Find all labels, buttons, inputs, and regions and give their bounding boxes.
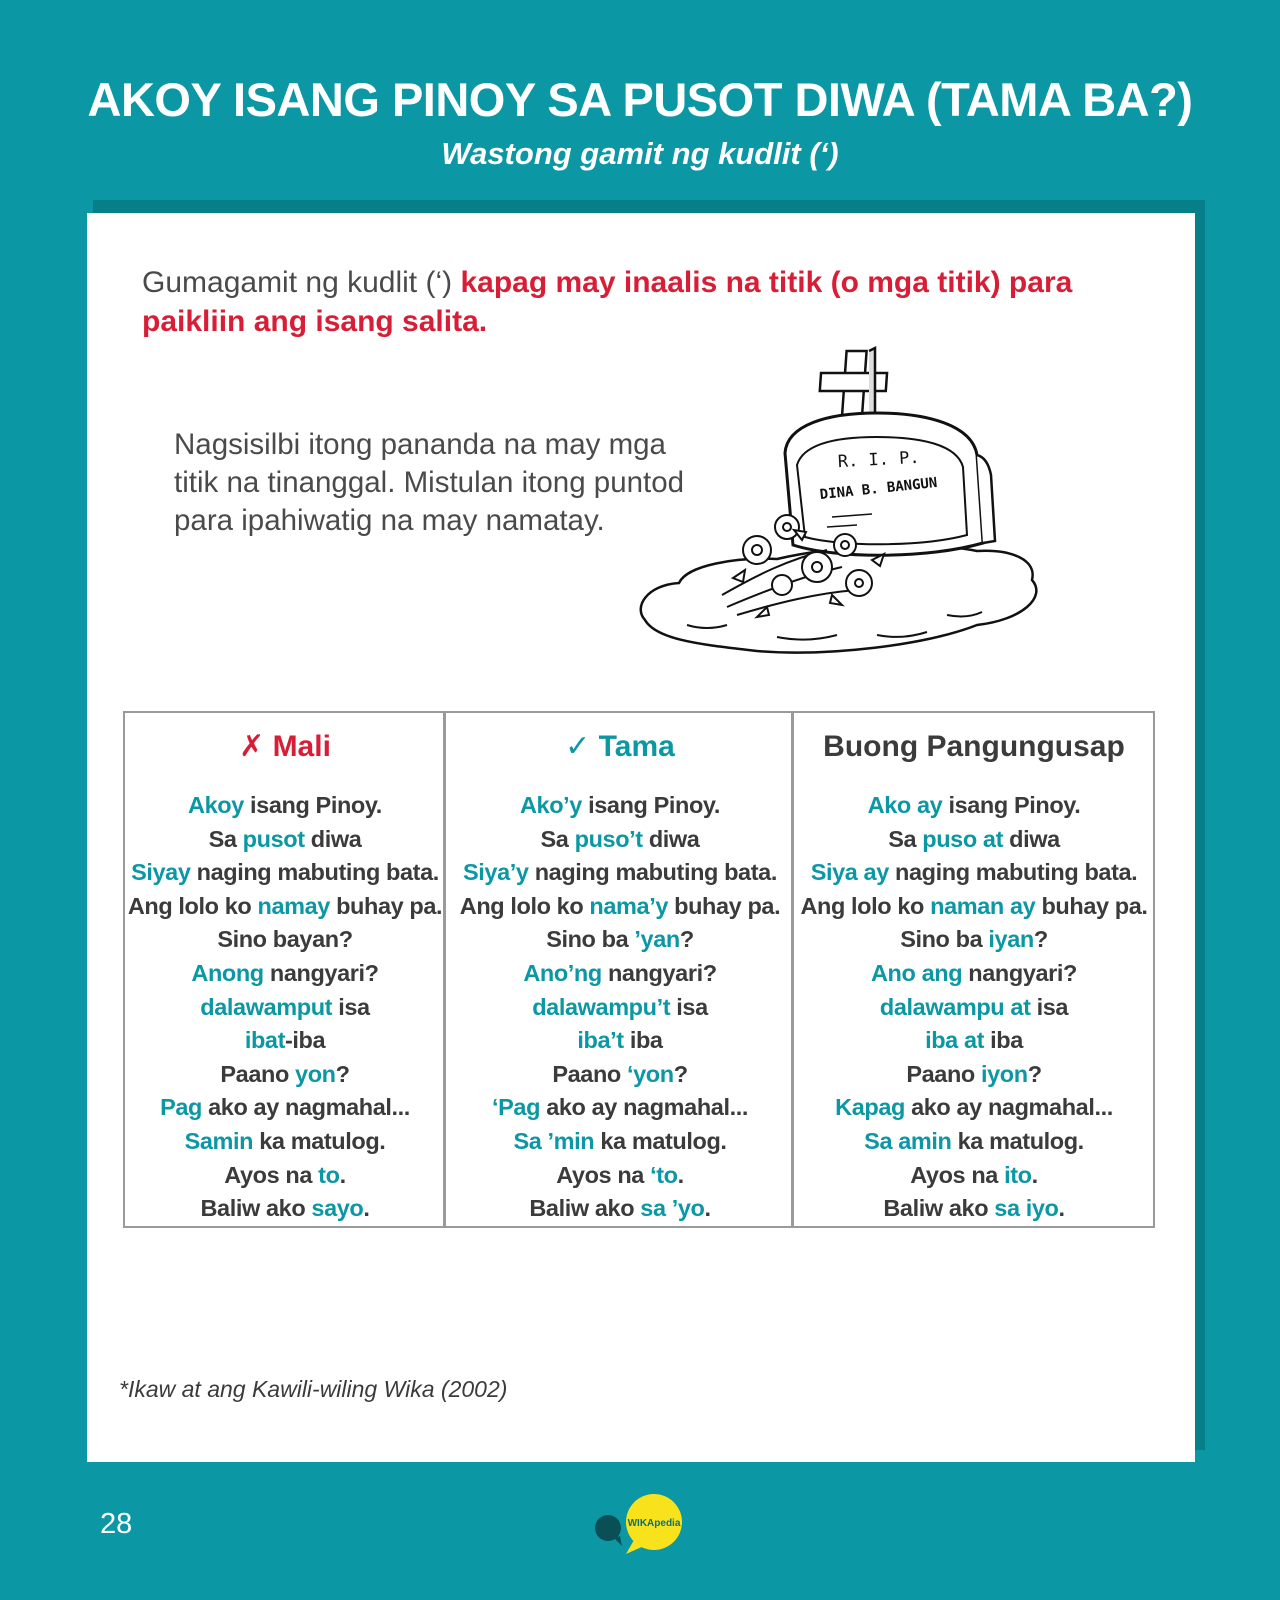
highlighted-word: dalawamput [200, 993, 333, 1020]
row-text: ? [679, 926, 694, 953]
table-row [445, 1058, 795, 1092]
table-row [795, 1091, 1153, 1125]
explanation-text: Nagsisilbi itong pananda na may mga titik na tinanggal. Mistulan itong puntod para ipahiwatig na may namatay. [174, 428, 685, 537]
column-mali [125, 713, 445, 1226]
cross-mark-icon: ✗ [239, 730, 265, 763]
table-row [445, 923, 795, 957]
table-row [125, 789, 445, 823]
row-text: Paano [906, 1060, 981, 1087]
highlighted-word: Sa amin [864, 1127, 952, 1154]
row-text: Ang lolo ko [459, 892, 590, 919]
highlighted-word: dalawampu at [879, 993, 1031, 1020]
table-row [125, 1058, 445, 1092]
row-text: Ayos na [556, 1161, 651, 1188]
row-text: ? [1027, 1060, 1042, 1087]
highlighted-word: Siya’y [463, 859, 529, 886]
table-row [445, 789, 795, 823]
row-text: Ang lolo ko [127, 892, 258, 919]
table-row [795, 823, 1153, 857]
highlighted-word: naman ay [930, 892, 1036, 919]
tama-rows [445, 789, 795, 1226]
row-text: isang Pinoy. [243, 792, 382, 818]
row-text: buhay pa. [668, 892, 781, 919]
table-row [795, 1192, 1153, 1226]
row-text: Ang lolo ko [800, 892, 931, 919]
gravestone-illustration [627, 345, 1087, 665]
row-text: Baliw ako [883, 1195, 995, 1222]
row-text: Sino ba [546, 926, 635, 953]
row-text: ka matulog. [594, 1127, 727, 1154]
buong-rows [795, 789, 1153, 1226]
row-text: Ayos na [224, 1161, 319, 1188]
table-row [795, 890, 1153, 924]
table-row [445, 957, 795, 991]
table-row [445, 991, 795, 1025]
highlighted-word: ’yan [634, 926, 680, 953]
highlighted-word: Siyay [131, 859, 191, 886]
row-text: iba [623, 1027, 663, 1054]
row-text: ? [335, 1060, 350, 1087]
table-row [125, 991, 445, 1025]
highlighted-word: Pag [160, 1094, 202, 1121]
row-text: Sa [208, 825, 243, 852]
highlighted-word: Ako ay [867, 792, 943, 818]
row-text: isa [332, 993, 370, 1020]
highlighted-word: ‘yon [626, 1060, 674, 1087]
table-row [795, 1058, 1153, 1092]
tomb-name-text: DINA B. BANGUN [819, 474, 939, 504]
row-text: Sino bayan? [217, 926, 353, 953]
row-text: nangyari? [962, 959, 1078, 986]
highlighted-word: Ako’y [519, 792, 582, 818]
highlighted-word: iyon [980, 1060, 1028, 1087]
table-row [795, 957, 1153, 991]
intro-text: Gumagamit ng kudlit (‘) [142, 266, 461, 299]
logo-text: WIKApedia [627, 1518, 681, 1529]
row-text: -iba [285, 1027, 326, 1054]
row-text: diwa [304, 825, 362, 852]
row-text: diwa [642, 825, 700, 852]
row-text: isang Pinoy. [942, 792, 1081, 818]
page-number: 28 [100, 1508, 133, 1540]
row-text: Sa [540, 825, 575, 852]
highlighted-word: Akoy [188, 792, 244, 818]
table-row [795, 1159, 1153, 1193]
row-text: . [1031, 1161, 1038, 1188]
table-row [125, 923, 445, 957]
row-text: ako ay nagmahal... [904, 1094, 1113, 1121]
highlighted-word: to [318, 1161, 340, 1188]
highlighted-word: Anong [191, 959, 264, 986]
row-text: . [704, 1195, 711, 1222]
column-buong-pangungusap [795, 713, 1153, 1226]
intro-paragraph [142, 263, 1142, 341]
row-text: naging mabuting bata. [888, 859, 1138, 886]
grave-mound [641, 545, 1037, 652]
header-buong-pangungusap: Buong Pangungusap [823, 730, 1125, 763]
row-text: naging mabuting bata. [190, 859, 439, 886]
header-mali-label: Mali [272, 730, 331, 763]
highlighted-word: iyan [988, 926, 1034, 953]
table-row [795, 923, 1153, 957]
table-row [125, 890, 445, 924]
comparison-table [123, 711, 1155, 1228]
row-text: buhay pa. [1035, 892, 1148, 919]
highlighted-word: iba’t [577, 1027, 624, 1054]
row-text: ? [1033, 926, 1048, 953]
table-row [125, 1024, 445, 1058]
row-text: . [1058, 1195, 1065, 1222]
table-row [125, 1091, 445, 1125]
table-row [445, 1125, 795, 1159]
table-row [445, 1159, 795, 1193]
highlighted-word: dalawampu’t [532, 993, 671, 1020]
page-title: AKOY ISANG PINOY SA PUSOT DIWA (TAMA BA?) [87, 73, 1193, 126]
table-row [445, 823, 795, 857]
highlighted-word: ibat [244, 1027, 285, 1054]
row-text: ? [673, 1060, 688, 1087]
row-text: Sino ba [900, 926, 989, 953]
mali-rows [125, 789, 445, 1226]
highlighted-word: puso’t [574, 825, 643, 852]
row-text: ka matulog. [253, 1127, 386, 1154]
highlighted-word: Siya ay [810, 859, 889, 886]
header-tama-label: Tama [598, 730, 675, 763]
page-subtitle: Wastong gamit ng kudlit (‘) [441, 136, 839, 171]
table-row [445, 1024, 795, 1058]
header-mali [125, 725, 445, 773]
row-text: Paano [220, 1060, 296, 1087]
table-row [795, 991, 1153, 1025]
footnote: *Ikaw at ang Kawili-wiling Wika (2002) [119, 1376, 508, 1402]
row-text: isa [1030, 993, 1069, 1020]
row-text: . [677, 1161, 684, 1188]
row-text: Ayos na [910, 1161, 1005, 1188]
row-text: diwa [1003, 825, 1060, 852]
highlighted-word: yon [295, 1060, 336, 1087]
wikapedia-logo [590, 1492, 690, 1556]
row-text: iba [984, 1027, 1023, 1054]
table-row [125, 1192, 445, 1226]
row-text: ako ay nagmahal... [540, 1094, 748, 1121]
header-tama [445, 725, 795, 773]
tomb-rip-text: R. I. P. [837, 447, 921, 473]
highlighted-word: Sa ’min [513, 1127, 595, 1154]
highlighted-word: ‘to [650, 1161, 678, 1188]
check-mark-icon: ✓ [565, 730, 591, 763]
row-text: . [363, 1195, 370, 1222]
table-row [125, 957, 445, 991]
column-tama [445, 713, 795, 1226]
table-row [795, 1125, 1153, 1159]
highlighted-word: Kapag [835, 1094, 905, 1121]
highlighted-word: Samin [184, 1127, 254, 1154]
highlighted-word: puso at [922, 825, 1004, 852]
table-row [125, 1125, 445, 1159]
table-row [125, 856, 445, 890]
row-text: Paano [552, 1060, 627, 1087]
table-row [445, 1192, 795, 1226]
row-text: naging mabuting bata. [528, 859, 777, 886]
table-row [445, 856, 795, 890]
row-text: Sa [888, 825, 923, 852]
highlighted-word: sa iyo [994, 1195, 1059, 1222]
highlighted-word: iba at [925, 1027, 985, 1054]
table-row [125, 823, 445, 857]
row-text: nangyari? [601, 959, 717, 986]
row-text: . [339, 1161, 346, 1188]
intro-emphasis: kapag may inaalis na titik (o mga titik) para paikliin ang isang salita. [142, 266, 1073, 338]
row-text: Baliw ako [200, 1195, 312, 1222]
highlighted-word: ‘Pag [492, 1094, 541, 1121]
table-row [795, 1024, 1153, 1058]
table-row [445, 1091, 795, 1125]
highlighted-word: sayo [311, 1195, 364, 1222]
table-row [795, 789, 1153, 823]
row-text: nangyari? [263, 959, 379, 986]
table-row [445, 890, 795, 924]
highlighted-word: pusot [242, 825, 305, 852]
row-text: Baliw ako [529, 1195, 641, 1222]
content-card [87, 213, 1195, 1462]
highlighted-word: nama’y [589, 892, 669, 919]
highlighted-word: namay [257, 892, 330, 919]
row-text: isa [670, 993, 708, 1020]
table-row [795, 856, 1153, 890]
row-text: isang Pinoy. [581, 792, 720, 818]
highlighted-word: Ano ang [870, 959, 963, 986]
highlighted-word: sa ’yo [640, 1195, 705, 1222]
row-text: buhay pa. [329, 892, 443, 919]
row-text: ako ay nagmahal... [202, 1094, 410, 1121]
highlighted-word: Ano’ng [523, 959, 602, 986]
row-text: ka matulog. [951, 1127, 1084, 1154]
table-row [125, 1159, 445, 1193]
highlighted-word: ito [1004, 1161, 1032, 1188]
